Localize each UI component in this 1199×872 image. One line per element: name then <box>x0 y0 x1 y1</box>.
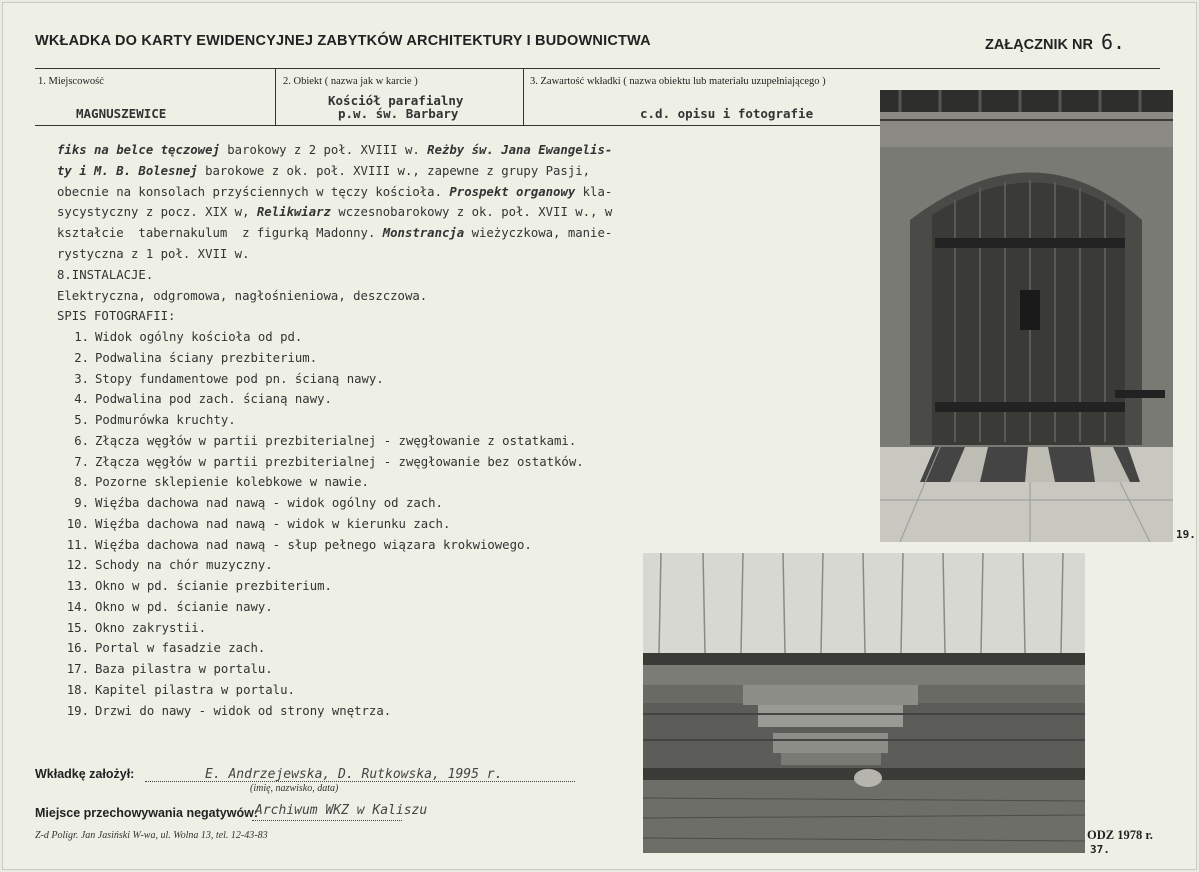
photo-list-number: 18. <box>66 682 89 697</box>
photo-list-number: 1. <box>74 330 89 344</box>
photo-list-title: Portal w fasadzie zach. <box>95 641 266 656</box>
photo-list-item <box>57 618 584 639</box>
photo-list-title: Widok ogólny kościoła od pd. <box>95 330 303 344</box>
photo-number-top: 19. <box>1176 528 1196 541</box>
storage-line <box>252 820 402 821</box>
photo-list-item <box>57 555 584 576</box>
storage-label: Miejsce przechowywania negatywów: <box>35 806 258 820</box>
photo-list-number: 3. <box>74 371 89 386</box>
photo-list-number: 16. <box>66 641 89 656</box>
annex-label: ZAŁĄCZNIK NR <box>985 37 1093 53</box>
photo-list-number: 9. <box>74 496 89 510</box>
photo-list-number: 7. <box>74 454 89 469</box>
description-text <box>57 140 827 327</box>
place-value: MAGNUSZEWICE <box>76 106 167 121</box>
photo-list-number: 5. <box>74 413 89 427</box>
founder-value: E. Andrzejewska, D. Rutkowska, 1995 r. <box>205 767 503 782</box>
photo-list-item <box>57 452 584 473</box>
photo-list-number: 10. <box>66 516 89 531</box>
photo-list-title: Złącza węgłów w partii prezbiterialnej - zwęgłowanie bez ostatków. <box>95 454 584 469</box>
document-title: WKŁADKA DO KARTY EWIDENCYJNEJ ZABYTKÓW ARCHITEKTURY I BUDOWNICTWA <box>35 33 651 49</box>
photo-list-item <box>57 472 584 493</box>
desc-line: obecnie na konsolach przyściennych w tęczy kościoła. Prospekt organowy kla- <box>57 184 613 199</box>
photo-list-title: Więźba dachowa nad nawą - widok w kierunku zach. <box>95 516 451 531</box>
photo-list-title: Baza pilastra w portalu. <box>95 662 273 676</box>
photo-list-number: 8. <box>74 475 89 490</box>
annex-value: 6. <box>1100 30 1126 54</box>
photo-list-item <box>57 701 584 722</box>
printer-info: Z-d Poligr. Jan Jasiński W-wa, ul. Wolna 13, tel. 12-43-83 <box>35 830 268 841</box>
photo-list-number: 14. <box>66 599 89 614</box>
photo-list-title: Więźba dachowa nad nawą - widok ogólny od zach. <box>95 496 443 510</box>
desc-line: kształcie tabernakulum z figurką Madonny. Monstrancja wieżyczkowa, manie- <box>57 226 613 241</box>
photo-list-number: 17. <box>66 662 89 676</box>
photo-list-number: 13. <box>66 579 89 593</box>
storage-value: Archiwum WKZ w Kaliszu <box>255 803 428 818</box>
photo-list-title: Okno w pd. ścianie nawy. <box>95 599 273 614</box>
top-rule <box>35 68 1160 69</box>
print-year: ODZ 1978 r. <box>1087 828 1153 842</box>
photo-door <box>880 90 1173 542</box>
photo-list-item <box>57 348 584 369</box>
object-value-line2: p.w. św. Barbary <box>338 106 459 121</box>
object-label: 2. Obiekt ( nazwa jak w karcie ) <box>283 76 418 87</box>
photo-beam <box>643 553 1085 853</box>
photo-list-item <box>57 535 584 556</box>
photo-list-item <box>57 597 584 618</box>
photo-list-item <box>57 327 584 348</box>
content-value: c.d. opisu i fotografie <box>640 106 814 121</box>
photo-list-number: 12. <box>66 558 89 573</box>
photo-list-title: Okno zakrystii. <box>95 620 207 635</box>
photo-list-title: Więźba dachowa nad nawą - słup pełnego wiązara krokwiowego. <box>95 537 532 552</box>
desc-line: Elektryczna, odgromowa, nagłośnieniowa, deszczowa. <box>57 288 428 303</box>
photo-list-title: Podwalina ściany prezbiterium. <box>95 350 318 365</box>
section-heading: 8.INSTALACJE. <box>57 267 154 282</box>
photo-list-number: 11. <box>66 537 89 552</box>
desc-line: rystyczna z 1 poł. XVII w. <box>57 246 250 261</box>
photo-list-title: Kapitel pilastra w portalu. <box>95 682 295 697</box>
content-label: 3. Zawartość wkładki ( nazwa obiektu lub materiału uzupełniającego ) <box>530 76 826 87</box>
photo-number-bottom: 37. <box>1090 843 1110 856</box>
bottom-rule <box>35 125 880 126</box>
photo-list-title: Podmurówka kruchty. <box>95 413 236 427</box>
photo-list-title: Podwalina pod zach. ścianą nawy. <box>95 392 332 407</box>
photo-list-number: 4. <box>74 392 89 407</box>
founder-label: Wkładkę założył: <box>35 767 135 781</box>
photo-list-item <box>57 410 584 431</box>
photo-list-number: 6. <box>74 433 89 448</box>
photo-list-title: Pozorne sklepienie kolebkowe w nawie. <box>95 475 369 490</box>
photo-list-item <box>57 431 584 452</box>
object-value-line1: Kościół parafialny <box>328 93 464 108</box>
photo-list-number: 2. <box>74 350 89 365</box>
field-divider <box>275 68 276 126</box>
photo-list-item <box>57 576 584 597</box>
photo-list-item <box>57 514 584 535</box>
place-label: 1. Miejscowość <box>38 76 104 87</box>
photo-list <box>57 327 584 721</box>
photo-list-title: Stopy fundamentowe pod pn. ścianą nawy. <box>95 371 384 386</box>
photo-list-item <box>57 369 584 390</box>
photo-list-item <box>57 680 584 701</box>
photo-list-title: Okno w pd. ścianie prezbiterium. <box>95 579 332 593</box>
photo-list-title: Drzwi do nawy - widok od strony wnętrza. <box>95 703 392 718</box>
photo-list-item <box>57 389 584 410</box>
desc-line: sycystyczny z pocz. XIX w, Relikwiarz wczesnobarokowy z ok. poł. XVII w., w <box>57 205 613 220</box>
photo-list-item <box>57 638 584 659</box>
desc-line: fiks na belce tęczowej barokowy z 2 poł. XVIII w. Reżby św. Jana Ewangelis- <box>57 143 613 157</box>
photo-list-title: Schody na chór muzyczny. <box>95 558 273 573</box>
photo-list-number: 19. <box>66 703 89 718</box>
photo-list-item <box>57 493 584 514</box>
field-divider <box>523 68 524 126</box>
founder-hint: (imię, nazwisko, data) <box>250 783 339 794</box>
annex-number <box>985 30 1125 54</box>
photo-list-number: 15. <box>66 620 89 635</box>
desc-line: ty i M. B. Bolesnej barokowe z ok. poł. XVIII w., zapewne z grupy Pasji, <box>57 163 591 178</box>
photo-list-item <box>57 659 584 680</box>
section-heading: SPIS FOTOGRAFII: <box>57 309 176 324</box>
photo-list-title: Złącza węgłów w partii prezbiterialnej - zwęgłowanie z ostatkami. <box>95 433 577 448</box>
